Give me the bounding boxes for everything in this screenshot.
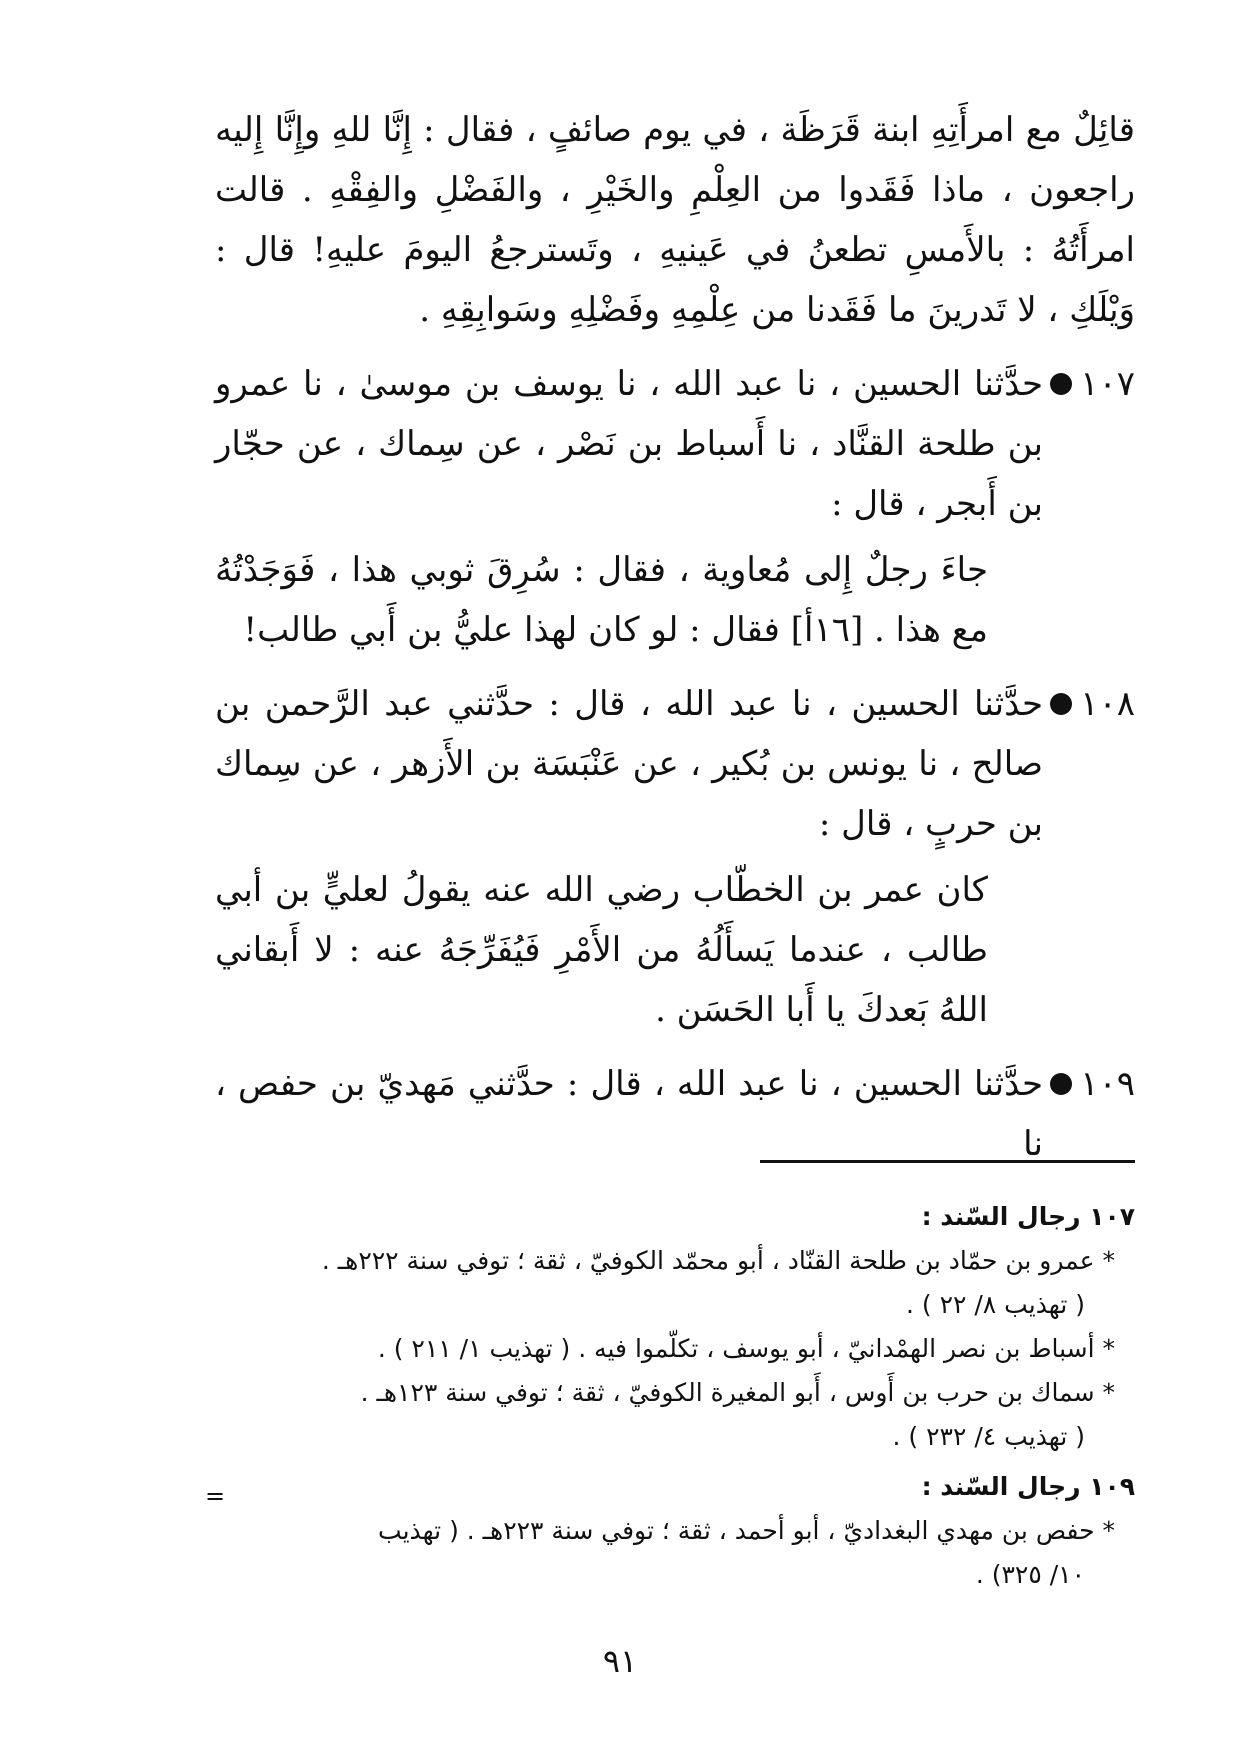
hadith-text	[215, 540, 1135, 660]
footnote-item	[210, 1239, 1135, 1327]
footnote-line: * سماك بن حرب بن أَوس ، أَبو المغيرة الكوفيّ ، ثقة ؛ توفي سنة ١٢٣هـ .	[360, 1378, 1115, 1407]
hadith-number-text: ١٠٧	[1080, 364, 1135, 404]
hadith-109	[215, 1054, 1135, 1174]
footnote-heading	[210, 1465, 1135, 1509]
footnote-heading	[210, 1195, 1135, 1239]
hadith-number	[1043, 1054, 1135, 1114]
footnote-line: * حفص بن مهدي البغداديّ ، أبو أحمد ، ثقة ؛ توفي سنة ٢٢٣هـ . ( تهذيب	[378, 1516, 1115, 1545]
footnote-line: * عمرو بن حمّاد بن طلحة القنّاد ، أبو محمّد الكوفيّ ، ثقة ؛ توفي سنة ٢٢٢هـ .	[321, 1246, 1115, 1275]
hadith-107	[215, 354, 1135, 534]
bullet-icon	[1050, 1073, 1072, 1095]
hadith-number-text: ١٠٩	[1080, 1064, 1135, 1104]
main-text	[215, 100, 1135, 1180]
hadith-number	[1043, 354, 1135, 414]
hadith-number	[1043, 674, 1135, 734]
hadith-text	[215, 860, 1135, 1040]
bullet-icon	[1050, 693, 1072, 715]
opening-paragraph: قائِلٌ مع امرأَتِهِ ابنة قَرَظَة ، في يوم صائفٍ ، فقال : إِنَّا للهِ وإِنَّا إِليه راجعون ، ماذا فَقَدوا من العِلْمِ والخَيْرِ ، والفَضْلِ والفِقْهِ . قالت امرأَتُهُ : بالأَمسِ تطعنُ في عَينيهِ ، وتَسترجعُ اليومَ عليهِ! قال : وَيْلَكِ ، لا تَدرينَ ما فَقَدنا من عِلْمِهِ وفَضْلِهِ وسَوابِقِهِ .	[215, 110, 1135, 330]
footnote-divider	[760, 1160, 1135, 1163]
hadith-isnad: حدَّثنا الحسين ، نا عبد الله ، قال : حدَّثني عبد الرَّحمن بن صالح ، نا يونس بن بُكير ، عن عَنْبَسَة بن الأَزهر ، عن سِماك بن حربٍ ، قال :	[215, 684, 1043, 844]
hadith-108	[215, 674, 1135, 854]
footnote-item	[210, 1371, 1135, 1459]
footnote-item	[210, 1509, 1135, 1597]
bullet-icon	[1050, 373, 1072, 395]
footnote-line: ( تهذيب ٤/ ٢٣٢ ) .	[892, 1422, 1085, 1451]
footnote-line: ١٠/ ٣٢٥) .	[975, 1560, 1085, 1589]
hadith-text-content: جاءَ رجلٌ إِلى مُعاوية ، فقال : سُرِقَ ثوبي هذا ، فَوَجَدْتُهُ مع هذا . [١٦أ] فقال : لو كان لهذا عليُّ بن أَبي طالب!	[215, 550, 988, 650]
hadith-text-content: كان عمر بن الخطّاب رضي الله عنه يقولُ لعليٍّ بن أبي طالب ، عندما يَسأَلُهُ من الأَمْرِ فَيُفَرِّجَهُ عنه : لا أَبقاني اللهُ بَعدكَ يا أَبا الحَسَن .	[215, 870, 988, 1030]
hadith-number-text: ١٠٨	[1080, 684, 1135, 724]
footnote-heading-text: ١٠٩ رجال السّند :	[921, 1472, 1135, 1501]
footnote-item	[210, 1327, 1135, 1371]
hadith-isnad: حدَّثنا الحسين ، نا عبد الله ، نا يوسف بن موسىٰ ، نا عمرو بن طلحة القنَّاد ، نا أَسباط بن نَصْر ، عن سِماك ، عن حجّار بن أَبجر ، قال :	[215, 364, 1043, 524]
footnotes	[210, 1195, 1135, 1603]
page-number: ٩١	[602, 1642, 638, 1680]
footnote-group-109	[210, 1465, 1135, 1597]
footnote-heading-text: ١٠٧ رجال السّند :	[921, 1202, 1135, 1231]
footnote-line: * أسباط بن نصر الهمْدانيّ ، أبو يوسف ، تكلّموا فيه . ( تهذيب ١/ ٢١١ ) .	[377, 1334, 1115, 1363]
continuation-mark: =	[205, 1482, 226, 1510]
footnote-line: ( تهذيب ٨/ ٢٢ ) .	[905, 1290, 1085, 1319]
footnote-group-107	[210, 1195, 1135, 1459]
hadith-isnad: حدَّثنا الحسين ، نا عبد الله ، قال : حدَّثني مَهديّ بن حفص ، نا	[215, 1064, 1043, 1164]
